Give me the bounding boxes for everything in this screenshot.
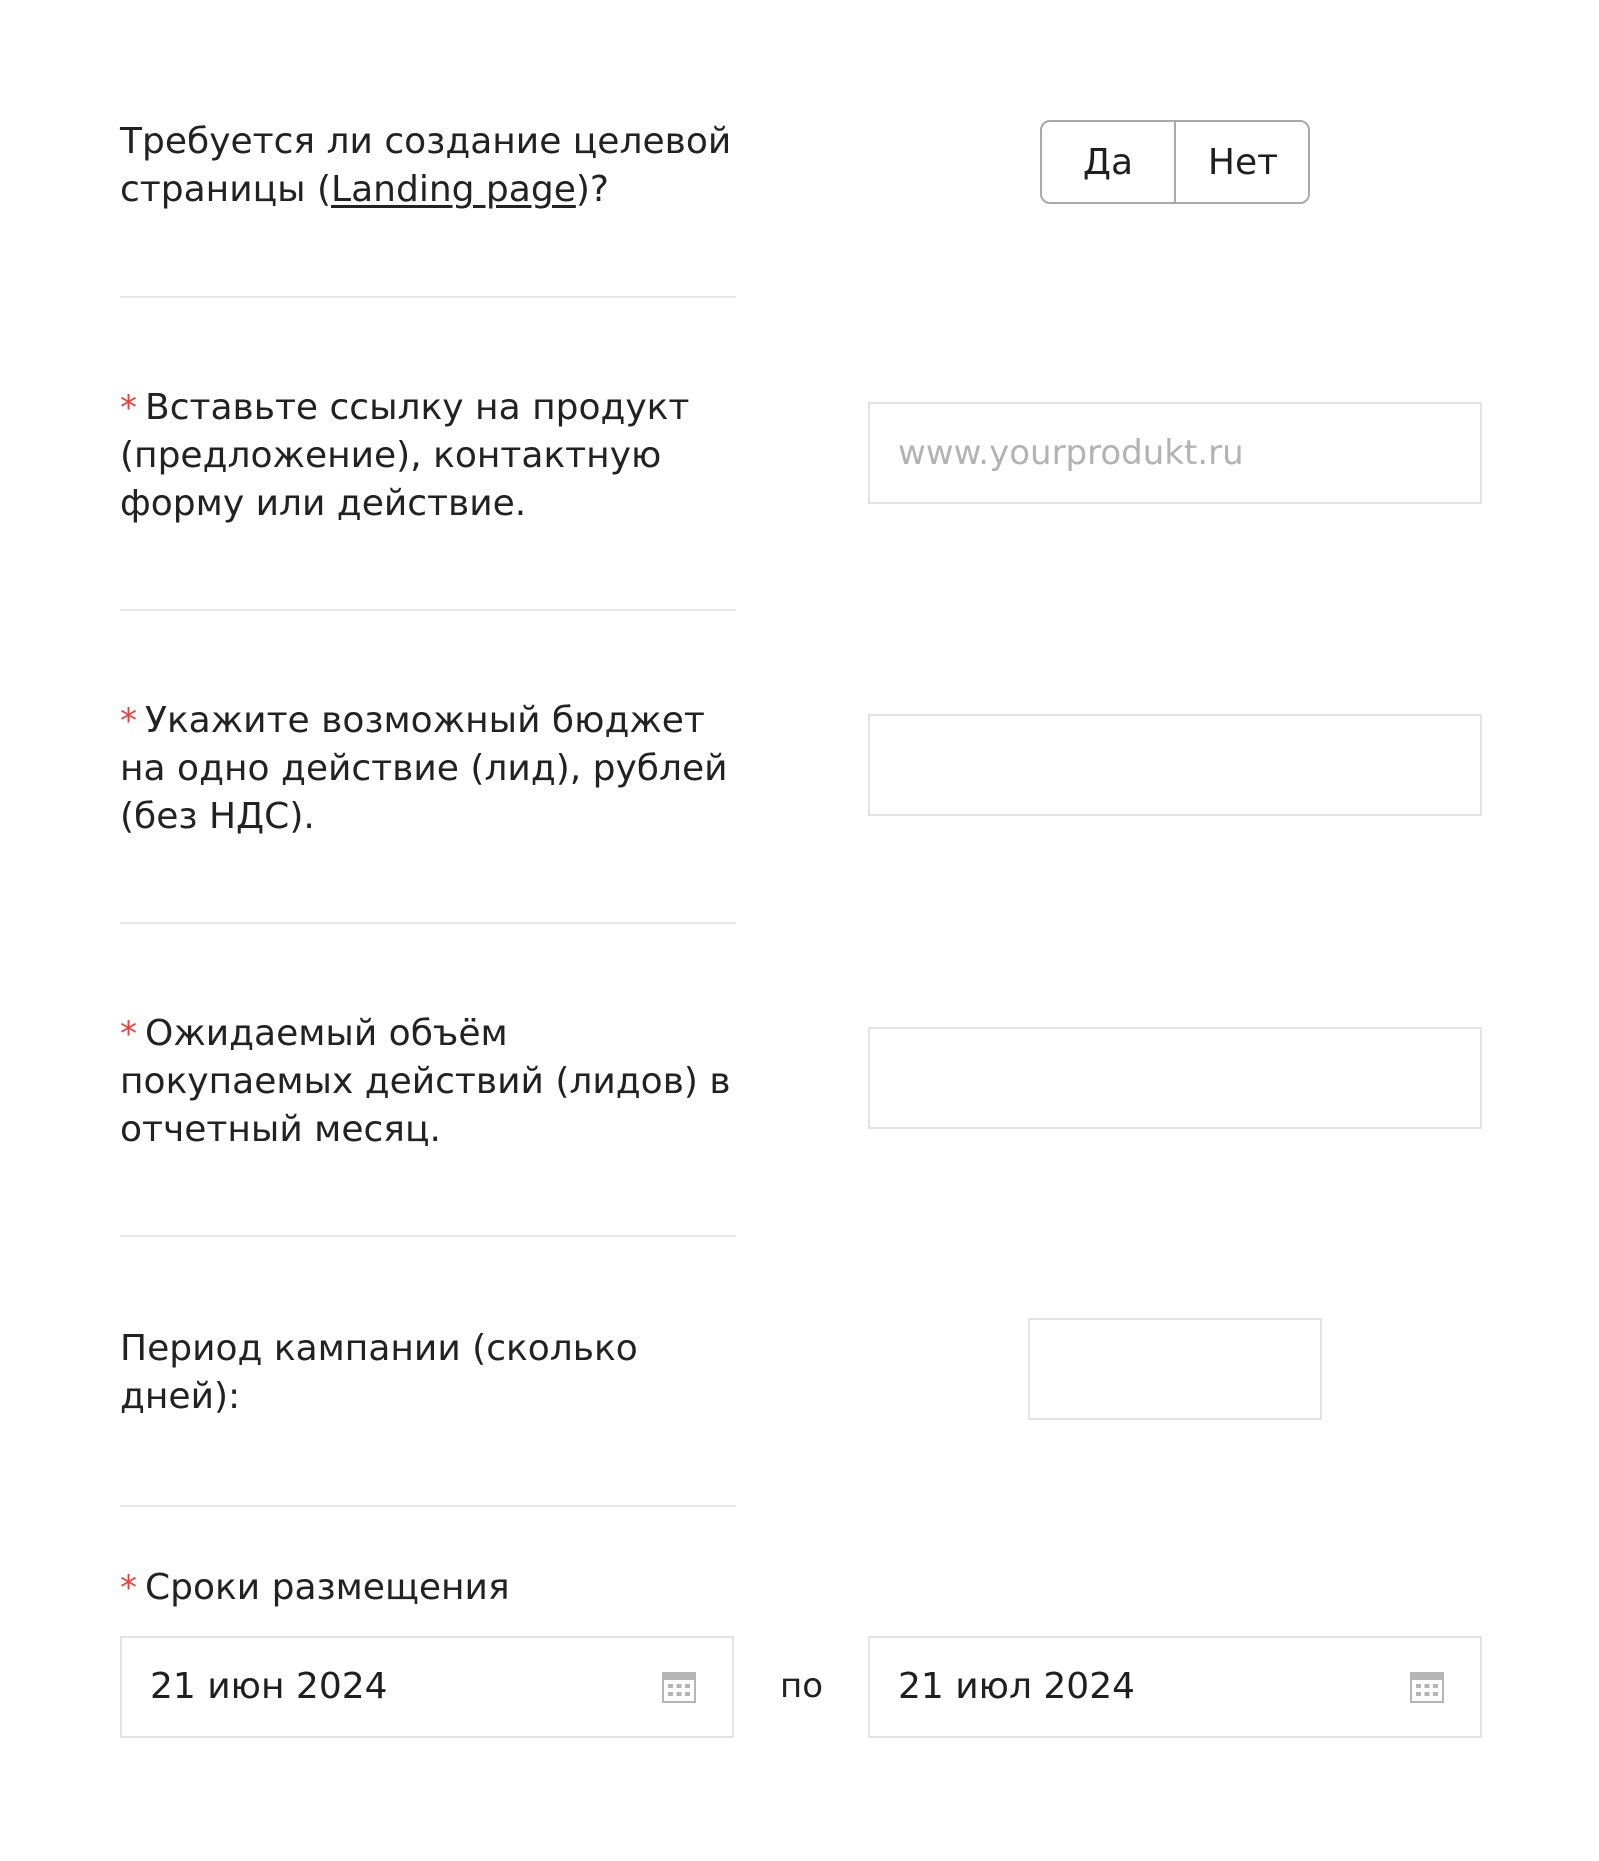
section-divider — [120, 609, 736, 611]
section-divider — [120, 922, 736, 924]
required-asterisk: * — [120, 388, 137, 428]
date-to-field[interactable] — [868, 1636, 1482, 1738]
budget-input[interactable] — [868, 714, 1482, 816]
budget-label — [120, 697, 740, 841]
calendar-icon[interactable] — [1410, 1671, 1444, 1703]
budget-label-text: Укажите возможный бюджет на одно действие (лид), рублей (без НДС). — [120, 700, 728, 837]
landing-page-question-suffix: )? — [575, 169, 609, 210]
required-asterisk: * — [120, 1568, 137, 1608]
leads-volume-input[interactable] — [868, 1027, 1482, 1129]
calendar-icon[interactable] — [662, 1671, 696, 1703]
landing-page-toggle — [1040, 120, 1310, 204]
product-link-label — [120, 384, 740, 528]
leads-volume-label-text: Ожидаемый объём покупаемых действий (лидов) в отчетный месяц. — [120, 1013, 731, 1150]
placement-dates-label — [120, 1564, 740, 1612]
campaign-days-input[interactable] — [1028, 1318, 1322, 1420]
yes-button[interactable]: Да — [1042, 122, 1176, 202]
section-divider — [120, 296, 736, 298]
landing-page-link[interactable]: Landing page — [331, 169, 576, 210]
date-range-separator: по — [780, 1666, 824, 1706]
leads-volume-label — [120, 1010, 740, 1154]
landing-page-question — [120, 118, 740, 214]
product-link-input[interactable] — [868, 402, 1482, 504]
campaign-period-label — [120, 1325, 680, 1421]
date-to-value: 21 июл 2024 — [898, 1666, 1136, 1707]
section-divider — [120, 1505, 736, 1507]
required-asterisk: * — [120, 701, 137, 741]
placement-dates-label-text: Сроки размещения — [145, 1567, 510, 1608]
date-from-field[interactable] — [120, 1636, 734, 1738]
campaign-period-label-text: Период кампании (сколько дней): — [120, 1328, 638, 1417]
product-link-label-text: Вставьте ссылку на продукт (предложение), контактную форму или действие. — [120, 387, 690, 524]
section-divider — [120, 1235, 736, 1237]
no-button[interactable]: Нет — [1207, 141, 1279, 183]
date-from-value: 21 июн 2024 — [150, 1666, 388, 1707]
landing-page-question-prefix: Требуется ли создание целевой страницы ( — [120, 121, 732, 210]
required-asterisk: * — [120, 1014, 137, 1054]
